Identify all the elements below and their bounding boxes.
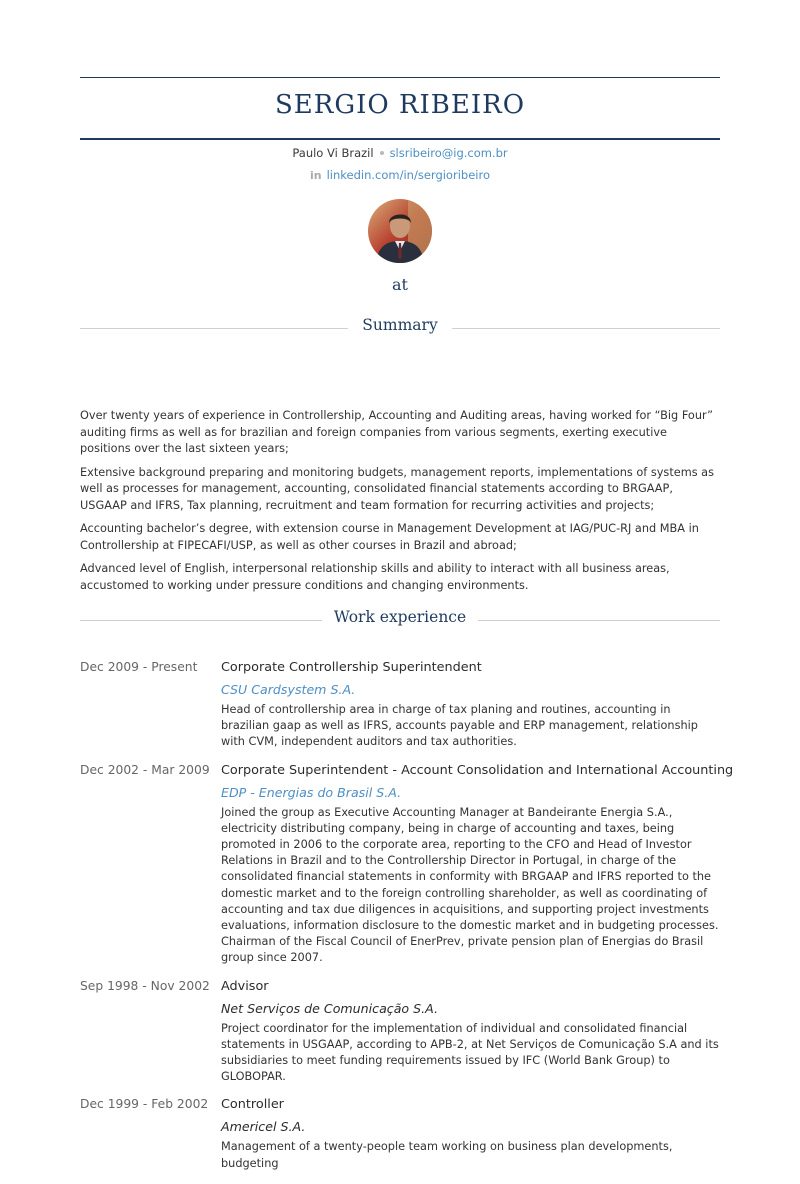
job-title: Controller bbox=[221, 1097, 284, 1113]
job-entry bbox=[80, 660, 720, 751]
summary-heading-title: Summary bbox=[362, 316, 438, 334]
job-title: Advisor bbox=[221, 978, 269, 994]
job-title: Corporate Superintendent - Account Consolidation and International Accounting bbox=[221, 762, 734, 778]
linkedin-line bbox=[0, 168, 800, 182]
linkedin-link[interactable]: linkedin.com/in/sergioribeiro bbox=[326, 168, 490, 182]
work-experience-list bbox=[80, 660, 734, 1184]
name-divider bbox=[80, 138, 720, 140]
location-text: Paulo Vi Brazil bbox=[292, 146, 374, 160]
job-date: Dec 1999 - Feb 2002 bbox=[80, 1097, 209, 1112]
summary-paragraph: Extensive background preparing and monitoring budgets, management reports, implementations of systems as well as processes for management, accounting, consolidated financial statements according to BRGAAP, USGAAP and IFRS, Tax planning, recruitment and team formation for recurring activities and projects; bbox=[80, 465, 714, 512]
summary-paragraph: Advanced level of English, interpersonal relationship skills and ability to interact with all business areas, accustomed to working under pressure conditions and changing environments. bbox=[80, 562, 670, 592]
job-body bbox=[221, 1097, 720, 1171]
job-title: Corporate Controllership Superintendent bbox=[221, 660, 482, 675]
job-description: Head of controllership area in charge of tax planing and routines, accounting in brazilian gaap as well as IFRS, accounts payable and ERP management, relationship with CVM, independent auditors and tax authorities. bbox=[221, 703, 698, 749]
job-body bbox=[221, 660, 720, 751]
job-description: Management of a twenty-people team working on business plan developments, budgeting bbox=[221, 1140, 673, 1170]
job-entry bbox=[80, 979, 720, 1086]
separator-dot-icon bbox=[380, 151, 384, 155]
summary-section-heading bbox=[80, 316, 720, 340]
job-company: Net Serviços de Comunicação S.A. bbox=[221, 1000, 438, 1016]
job-entry bbox=[80, 1097, 720, 1171]
headline-text: at bbox=[392, 275, 408, 294]
work-heading-title: Work experience bbox=[333, 608, 467, 626]
email-link[interactable]: slsribeiro@ig.com.br bbox=[389, 146, 508, 160]
job-body bbox=[221, 979, 720, 1086]
job-description: Project coordinator for the implementation of individual and consolidated financial statements in USGAAP, according to APB-2, at Net Serviços de Comunicação S.A and its subsidiaries to meet funding requirements issued by IFC (World Bank Group) to GLOBOPAR. bbox=[221, 1021, 719, 1084]
top-divider bbox=[80, 77, 720, 78]
job-body bbox=[221, 762, 734, 967]
summary-paragraph: Over twenty years of experience in Controllership, Accounting and Auditing areas, having worked for “Big Four” auditing firms as well as for brazilian and foreign companies from various segments, exerting executive positions over the last sixteen years; bbox=[80, 409, 713, 455]
candidate-name: SERGIO RIBEIRO bbox=[274, 90, 526, 120]
work-section-heading bbox=[80, 608, 720, 632]
profile-photo bbox=[368, 199, 432, 263]
summary-text bbox=[80, 408, 720, 601]
job-date: Dec 2009 - Present bbox=[80, 660, 198, 674]
linkedin-icon: in bbox=[310, 169, 322, 182]
job-company: EDP - Energias do Brasil S.A. bbox=[221, 784, 402, 800]
avatar bbox=[368, 199, 432, 263]
job-entry bbox=[80, 762, 734, 967]
job-date: Dec 2002 - Mar 2009 bbox=[80, 762, 210, 777]
job-description: Joined the group as Executive Accounting Manager at Bandeirante Energia S.A., electricity distributing company, being in charge of accounting and taxes, being promoted in 2006 to the corporate area, reporting to the CFO and Head of Investor Relations in Brazil and to the Controllership Director in Portugal, in charge of the consolidated financial statements in conformity with BRGAAP and IFRS reported to the domestic market and to the foreign controlling shareholder, as well as coordinating of accounting and tax due diligences in acquisitions, and supporting project investments evaluations, information disclosure to the domestic market and in budgeting processes. Chairman of the Fiscal Council of EnerPrev, private pension plan of Energias do Brasil group since 2007. bbox=[221, 805, 719, 965]
contact-line bbox=[0, 146, 800, 160]
job-date: Sep 1998 - Nov 2002 bbox=[80, 978, 210, 993]
heading-line-right bbox=[452, 328, 720, 329]
heading-line-right bbox=[478, 620, 720, 621]
job-company: CSU Cardsystem S.A. bbox=[221, 682, 356, 697]
job-company: Americel S.A. bbox=[221, 1119, 306, 1135]
summary-paragraph: Accounting bachelor’s degree, with extension course in Management Development at IAG/PUC-RJ and MBA in Controllership at FIPECAFI/USP, as well as other courses in Brazil and abroad; bbox=[80, 522, 699, 552]
